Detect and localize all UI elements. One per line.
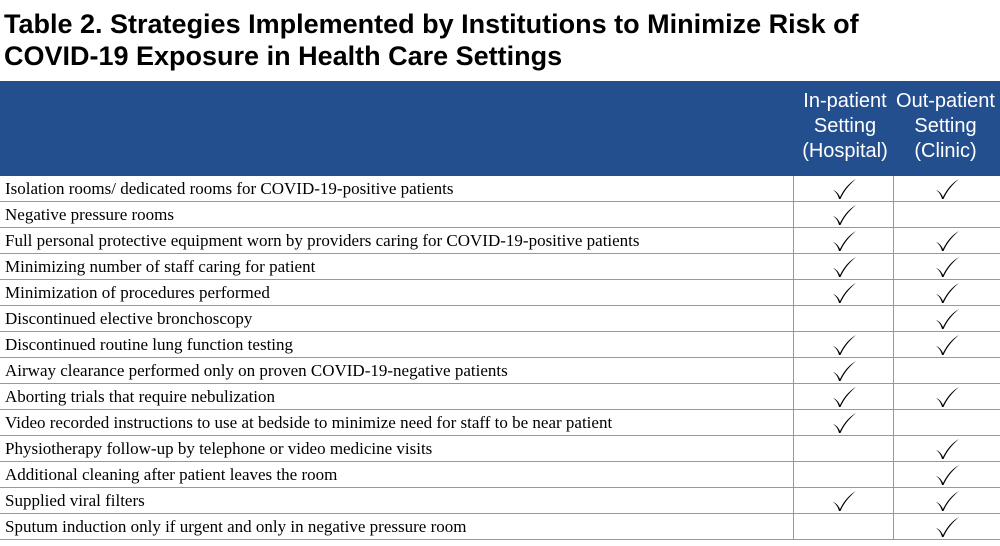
checkmark-icon bbox=[831, 178, 857, 200]
row-label: Video recorded instructions to use at bedside to minimize need for staff to be near patient bbox=[5, 413, 613, 432]
table-title-line-1: Table 2. Strategies Implemented by Institutions to Minimize Risk of bbox=[4, 9, 859, 39]
cell-outpatient bbox=[893, 488, 1000, 513]
table-title bbox=[4, 8, 994, 72]
column-header-outpatient-line: Setting bbox=[914, 115, 977, 137]
checkmark-icon bbox=[831, 282, 857, 304]
table-row bbox=[0, 358, 1000, 384]
row-label: Minimization of procedures performed bbox=[5, 283, 270, 302]
checkmark-icon bbox=[831, 334, 857, 356]
cell-outpatient bbox=[893, 176, 1000, 201]
row-label: Physiotherapy follow-up by telephone or video medicine visits bbox=[5, 439, 433, 458]
table-row bbox=[0, 332, 1000, 358]
checkmark-icon bbox=[934, 230, 960, 252]
row-label: Minimizing number of staff caring for patient bbox=[5, 257, 316, 276]
cell-outpatient bbox=[893, 384, 1000, 409]
cell-inpatient bbox=[793, 176, 893, 201]
cell-outpatient bbox=[893, 410, 1000, 435]
cell-inpatient bbox=[793, 202, 893, 227]
row-label: Isolation rooms/ dedicated rooms for COVID-19-positive patients bbox=[5, 179, 454, 198]
table-row bbox=[0, 306, 1000, 332]
table-row bbox=[0, 176, 1000, 202]
cell-inpatient bbox=[793, 436, 893, 461]
checkmark-icon bbox=[831, 256, 857, 278]
table-row bbox=[0, 384, 1000, 410]
checkmark-icon bbox=[934, 386, 960, 408]
checkmark-icon bbox=[934, 490, 960, 512]
column-header-outpatient-line: Out-patient bbox=[896, 90, 995, 112]
column-header-inpatient-line: (Hospital) bbox=[802, 140, 888, 162]
cell-outpatient bbox=[893, 462, 1000, 487]
cell-outpatient bbox=[893, 332, 1000, 357]
checkmark-icon bbox=[934, 178, 960, 200]
table-row bbox=[0, 228, 1000, 254]
checkmark-icon bbox=[934, 464, 960, 486]
table-row bbox=[0, 436, 1000, 462]
checkmark-icon bbox=[831, 360, 857, 382]
cell-outpatient bbox=[893, 254, 1000, 279]
checkmark-icon bbox=[831, 412, 857, 434]
table-title-line-2: COVID-19 Exposure in Health Care Settings bbox=[4, 41, 563, 71]
column-header-inpatient-line: Setting bbox=[813, 115, 877, 137]
cell-inpatient bbox=[793, 332, 893, 357]
cell-outpatient bbox=[893, 228, 1000, 253]
checkmark-icon bbox=[934, 334, 960, 356]
cell-inpatient bbox=[793, 514, 893, 539]
row-label: Additional cleaning after patient leaves the room bbox=[5, 465, 338, 484]
row-label: Discontinued routine lung function testing bbox=[5, 335, 294, 354]
checkmark-icon bbox=[831, 490, 857, 512]
row-label: Supplied viral filters bbox=[5, 491, 145, 510]
row-label: Aborting trials that require nebulization bbox=[5, 387, 276, 406]
table-body bbox=[0, 176, 1000, 540]
cell-outpatient bbox=[893, 202, 1000, 227]
cell-outpatient bbox=[893, 514, 1000, 539]
cell-inpatient bbox=[793, 254, 893, 279]
cell-inpatient bbox=[793, 358, 893, 383]
table-row bbox=[0, 410, 1000, 436]
row-label: Sputum induction only if urgent and only in negative pressure room bbox=[5, 517, 467, 536]
cell-outpatient bbox=[893, 358, 1000, 383]
table-row bbox=[0, 488, 1000, 514]
column-header-inpatient-line: In-patient bbox=[803, 90, 887, 112]
checkmark-icon bbox=[831, 230, 857, 252]
cell-inpatient bbox=[793, 384, 893, 409]
checkmark-icon bbox=[934, 308, 960, 330]
checkmark-icon bbox=[934, 516, 960, 538]
row-label: Airway clearance performed only on proven COVID-19-negative patients bbox=[5, 361, 508, 380]
table-row bbox=[0, 280, 1000, 306]
row-label: Negative pressure rooms bbox=[5, 205, 175, 224]
cell-inpatient bbox=[793, 228, 893, 253]
cell-inpatient bbox=[793, 306, 893, 331]
checkmark-icon bbox=[831, 204, 857, 226]
cell-inpatient bbox=[793, 410, 893, 435]
checkmark-icon bbox=[934, 282, 960, 304]
row-label: Discontinued elective bronchoscopy bbox=[5, 309, 253, 328]
row-label: Full personal protective equipment worn by providers caring for COVID-19-positive patients bbox=[5, 231, 640, 250]
table-header bbox=[0, 81, 1000, 176]
column-header-outpatient-line: (Clinic) bbox=[914, 140, 977, 162]
table-row bbox=[0, 462, 1000, 488]
cell-inpatient bbox=[793, 280, 893, 305]
checkmark-icon bbox=[934, 256, 960, 278]
cell-inpatient bbox=[793, 462, 893, 487]
column-header-outpatient bbox=[893, 89, 998, 164]
cell-inpatient bbox=[793, 488, 893, 513]
table-row bbox=[0, 514, 1000, 540]
checkmark-icon bbox=[934, 438, 960, 460]
cell-outpatient bbox=[893, 280, 1000, 305]
table-row bbox=[0, 254, 1000, 280]
cell-outpatient bbox=[893, 306, 1000, 331]
column-header-inpatient bbox=[793, 89, 897, 164]
table-row bbox=[0, 202, 1000, 228]
checkmark-icon bbox=[831, 386, 857, 408]
cell-outpatient bbox=[893, 436, 1000, 461]
